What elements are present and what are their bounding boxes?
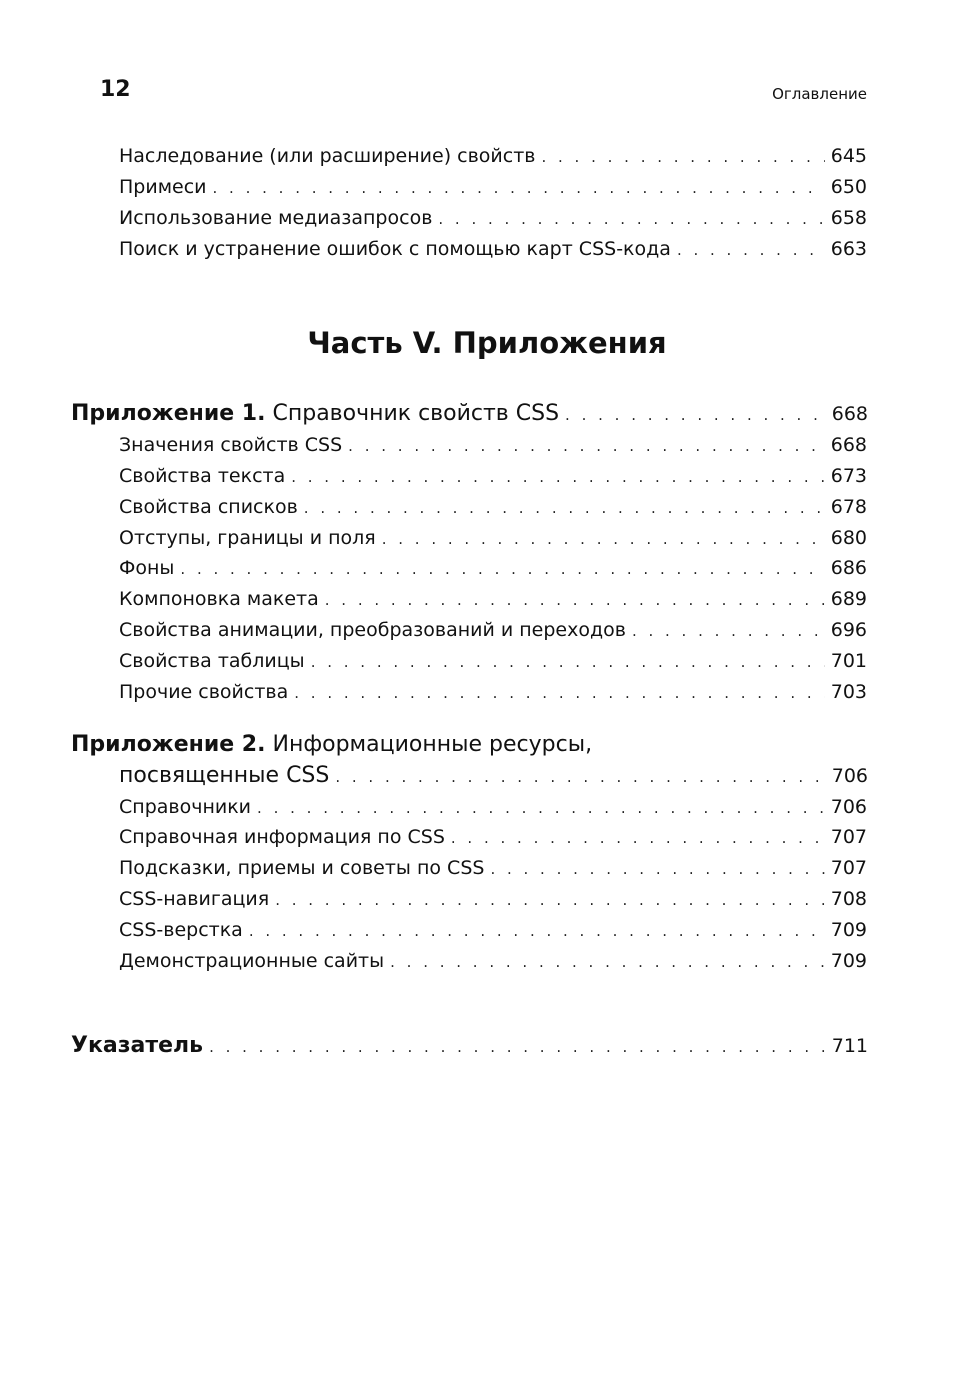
toc-entry-page: 668: [831, 403, 868, 425]
appendix-prefix: Приложение 1.: [71, 401, 266, 426]
dot-leader: [565, 399, 826, 431]
toc-entry-page: 689: [830, 588, 867, 610]
dot-leader: [382, 524, 825, 554]
dot-leader: [249, 916, 825, 946]
toc-entry-label: Справочная информация по CSS: [119, 826, 445, 848]
toc-appendix-1[interactable]: [71, 398, 868, 430]
toc-entry[interactable]: [119, 884, 867, 914]
toc-entry-page: 703: [830, 681, 867, 703]
toc-entry[interactable]: [119, 523, 867, 553]
toc-entry[interactable]: [119, 584, 867, 614]
toc-entry[interactable]: [119, 792, 867, 822]
toc-appendix-label: [71, 398, 559, 430]
toc-entry-page: 645: [830, 145, 867, 167]
toc-entry-label: Значения свойств CSS: [119, 434, 343, 456]
toc-entry-page: 696: [830, 619, 867, 641]
toc-entry[interactable]: [119, 141, 867, 171]
toc-entry-page: 711: [831, 1035, 868, 1057]
dot-leader: [390, 947, 825, 977]
toc-entry-label: Свойства анимации, преобразований и переходов: [119, 619, 626, 641]
toc-entry-label: Прочие свойства: [119, 681, 289, 703]
toc-entry-label: Свойства текста: [119, 465, 286, 487]
toc-entry[interactable]: [119, 646, 867, 676]
toc-entry[interactable]: [119, 946, 867, 976]
toc-entry[interactable]: [119, 822, 867, 852]
toc-entry-page: 658: [830, 207, 867, 229]
toc-entry-label: Компоновка макета: [119, 588, 319, 610]
toc-entry[interactable]: [119, 492, 867, 522]
toc-entry-page: 673: [830, 465, 867, 487]
toc-entry-page: 686: [830, 557, 867, 579]
page-number: 12: [100, 77, 131, 102]
toc-appendix-2[interactable]: [119, 760, 868, 792]
toc-entry-page: 680: [830, 527, 867, 549]
toc-entry-page: 650: [830, 176, 867, 198]
toc-entry[interactable]: [119, 677, 867, 707]
toc-entry[interactable]: [119, 461, 867, 491]
toc-entry[interactable]: [119, 172, 867, 202]
toc-entry-label: Наследование (или расширение) свойств: [119, 145, 536, 167]
toc-entry[interactable]: [119, 430, 867, 460]
toc-entry-page: 678: [830, 496, 867, 518]
toc-entry-page: 707: [830, 857, 867, 879]
dot-leader: [311, 647, 825, 677]
index-label: Указатель: [71, 1033, 204, 1058]
dot-leader: [213, 173, 825, 203]
appendix-title-line1: Информационные ресурсы,: [272, 732, 593, 757]
toc-entry-label: CSS-навигация: [119, 888, 270, 910]
toc-entry-label: Поиск и устранение ошибок с помощью карт CSS-кода: [119, 238, 671, 260]
toc-entry-label: Демонстрационные сайты: [119, 950, 385, 972]
toc-entry-label: Подсказки, приемы и советы по CSS: [119, 857, 485, 879]
dot-leader: [275, 885, 825, 915]
toc-entry-page: 709: [830, 919, 867, 941]
toc-entry-label: CSS-верстка: [119, 919, 243, 941]
dot-leader: [180, 554, 824, 584]
dot-leader: [451, 823, 825, 853]
dot-leader: [325, 585, 825, 615]
appendix-title: Справочник свойств CSS: [272, 401, 560, 426]
toc-entry-label: Фоны: [119, 557, 175, 579]
toc-entry-label: Свойства списков: [119, 496, 298, 518]
dot-leader: [490, 854, 824, 884]
dot-leader: [335, 761, 825, 793]
dot-leader: [294, 678, 824, 708]
toc-entry[interactable]: [119, 203, 867, 233]
toc-entry-label: Отступы, границы и поля: [119, 527, 376, 549]
running-header: Оглавление: [772, 85, 867, 103]
toc-entry[interactable]: [119, 615, 867, 645]
toc-entry-page: 701: [830, 650, 867, 672]
toc-entry-page: 668: [830, 434, 867, 456]
dot-leader: [257, 793, 825, 823]
dot-leader: [291, 462, 825, 492]
dot-leader: [304, 493, 825, 523]
dot-leader: [541, 142, 824, 172]
toc-entry-page: 663: [830, 238, 867, 260]
toc-entry[interactable]: [119, 553, 867, 583]
toc-appendix-2-heading[interactable]: [71, 729, 592, 761]
toc-entry-label: Примеси: [119, 176, 207, 198]
dot-leader: [348, 431, 825, 461]
toc-index[interactable]: [71, 1030, 868, 1062]
dot-leader: [438, 204, 824, 234]
part-title: Часть V. Приложения: [307, 326, 667, 360]
dot-leader: [632, 616, 825, 646]
dot-leader: [209, 1031, 826, 1063]
toc-entry-page: 708: [830, 888, 867, 910]
toc-entry-page: 709: [830, 950, 867, 972]
toc-entry[interactable]: [119, 853, 867, 883]
toc-entry-page: 707: [830, 826, 867, 848]
toc-entry[interactable]: [119, 234, 867, 264]
appendix-prefix: Приложение 2.: [71, 732, 266, 757]
appendix-title-line2: посвященные CSS: [119, 763, 330, 788]
toc-entry-page: 706: [831, 765, 868, 787]
toc-entry-label: Использование медиазапросов: [119, 207, 433, 229]
toc-entry-label: Свойства таблицы: [119, 650, 305, 672]
dot-leader: [677, 235, 825, 265]
toc-entry-label: Справочники: [119, 796, 252, 818]
toc-entry-page: 706: [830, 796, 867, 818]
toc-entry[interactable]: [119, 915, 867, 945]
